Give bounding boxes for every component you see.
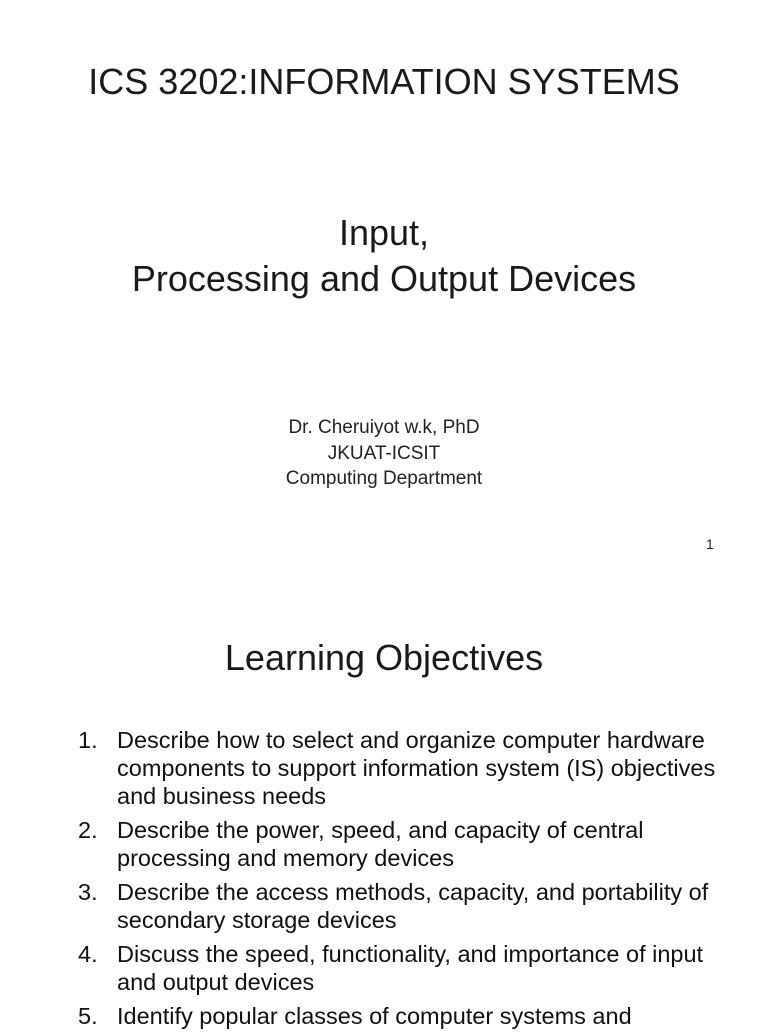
topic-title [0,210,768,302]
item-number: 5. [78,1003,98,1029]
topic-line: Processing and Output Devices [131,258,637,299]
item-text: Discuss the speed, functionality, and importance of input and output devices [117,941,704,995]
slide-heading: Learning Objectives [224,637,544,678]
topic-line: Input, [338,212,430,253]
item-number: 2. [78,817,98,843]
author-block [0,415,768,492]
course-title: ICS 3202:INFORMATION SYSTEMS [88,61,680,102]
item-number: 1. [78,727,98,753]
item-text: Describe how to select and organize computer hardware components to support information system (IS) objectives and business needs [117,727,716,809]
objectives-list [78,726,728,1036]
page-number: 1 [706,536,714,552]
list-item [78,940,728,996]
item-number: 3. [78,879,98,905]
author-department: Computing Department [285,468,483,489]
author-institution: JKUAT-ICSIT [327,442,441,464]
list-item [78,1002,728,1030]
item-text: Describe the power, speed, and capacity of central processing and memory devices [117,817,644,871]
list-item [78,878,728,934]
item-number: 4. [78,941,98,967]
author-name: Dr. Cheruiyot w.k, PhD [288,417,480,438]
item-text: Identify popular classes of computer systems and [117,1003,632,1029]
item-text: Describe the access methods, capacity, and portability of secondary storage devices [117,879,709,933]
list-item [78,726,728,810]
list-item [78,816,728,872]
objectives-slide [0,576,768,1029]
